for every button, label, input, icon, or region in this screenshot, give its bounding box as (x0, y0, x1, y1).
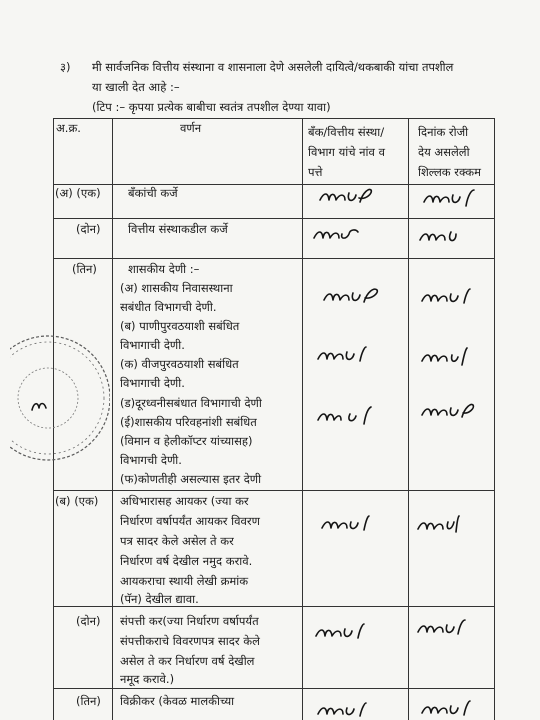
row-description-line: विभागची देणी. (120, 453, 182, 467)
handwritten-entry (316, 700, 368, 720)
row-description-line: सबंधीत विभागची देणी. (120, 300, 217, 314)
table-col-rule (112, 118, 113, 720)
table-col-rule (408, 118, 409, 720)
row-description-line: (फ)कोणतीही असल्यास इतर देणी (120, 472, 262, 486)
header-amount-line: देय असलेली (418, 145, 470, 159)
row-description-line: (विमान व हेलीकॉप्टर यांच्यासह) (120, 434, 253, 448)
row-description-line: निर्धारण वर्षापर्यंत आयकर विवरण (120, 514, 260, 528)
handwritten-entry (312, 222, 360, 246)
handwritten-entry (420, 285, 472, 309)
handwritten-entry (420, 398, 476, 424)
handwritten-entry (416, 512, 460, 538)
table-rule (53, 218, 495, 219)
header-amount-line: शिल्लक रक्कम (418, 165, 481, 179)
handwritten-entry (322, 283, 382, 309)
header-description: वर्णन (180, 121, 202, 135)
row-serial: (अ) (एक) (55, 186, 101, 200)
table-rule (53, 258, 495, 259)
row-description-line: संपत्तीकराचे विवरणपत्र सादर केले (120, 634, 260, 648)
row-description-line: बँकांची कर्जे (128, 186, 178, 200)
row-description-line: (अ) शासकीय निवासस्थाना (120, 281, 233, 295)
margin-mark (30, 398, 50, 414)
table-rule (53, 688, 495, 689)
row-description-line: अधिभारासह आयकर (ज्या कर (120, 494, 249, 508)
handwritten-entry (318, 184, 376, 208)
row-description-line: शासकीय देणी :– (128, 262, 200, 276)
handwritten-entry (420, 345, 468, 371)
header-institution-line: पत्ते (308, 165, 323, 179)
handwritten-entry (422, 186, 478, 210)
row-description-line: विभागाची देणी. (120, 338, 185, 352)
table-rule (53, 118, 495, 119)
row-serial: (तिन) (76, 694, 101, 708)
header-institution-line: विभाग यांचे नांव व (308, 145, 385, 159)
header-amount-line: दिनांक रोजी (418, 125, 469, 139)
row-description-line: नमूद करावे.) (120, 672, 175, 686)
row-description-line: आयकराचा स्थायी लेखी क्रमांक (120, 574, 249, 588)
row-description-line: (ब) पाणीपुरवठयाशी सबंधित (120, 319, 240, 333)
handwritten-entry (420, 698, 472, 720)
intro-note: (टिप :– कृपया प्रत्येक बाबीचा स्वतंत्र तपशील देण्या यावा) (92, 100, 331, 114)
row-description-line: विक्रीकर (केवळ मालकीच्या (120, 694, 235, 708)
row-description-line: निर्धारण वर्ष देखील नमुद करावे. (120, 554, 253, 568)
handwritten-entry (316, 404, 374, 430)
handwritten-entry (416, 616, 466, 640)
official-seal (10, 318, 110, 478)
handwritten-entry (316, 343, 368, 367)
table-rule (53, 184, 495, 185)
section-number: ३) (60, 60, 71, 74)
row-serial: (दोन) (76, 222, 101, 236)
row-description-line: पत्र सादर केले असेल ते कर (120, 534, 234, 548)
handwritten-entry (418, 224, 460, 248)
intro-line-2: या खाली देत आहे :– (92, 80, 180, 94)
table-rule (53, 490, 495, 491)
intro-line-1: मी सार्वजनिक वित्तीय संस्थाना व शासनाला देणे असलेली दायित्वे/थकबाकी यांचा तपशील (92, 60, 454, 74)
row-description-line: (ड)दूरध्वनीसबंधात विभागाची देणी (120, 396, 262, 410)
row-description-line: वित्तीय संस्थाकडील कर्जे (128, 222, 228, 236)
handwritten-entry (314, 620, 366, 644)
handwritten-entry (320, 512, 370, 536)
row-serial: (दोन) (76, 614, 101, 628)
row-description-line: (ई)शासकीय परिवहनांशी सबंधित (120, 415, 257, 429)
table-rule (53, 606, 495, 607)
row-description-line: विभागाची देणी. (120, 376, 185, 390)
row-serial: (ब) (एक) (55, 494, 99, 508)
header-institution-line: बँक/वित्तीय संस्था/ (308, 125, 385, 139)
header-serial: अ.क्र. (56, 121, 81, 135)
row-description-line: (पॅन) देखील द्यावा. (120, 592, 199, 606)
row-description-line: असेल ते कर निर्धारण वर्ष देखील (120, 654, 255, 668)
row-description-line: (क) वीजपुरवठयाशी सबंधित (120, 357, 239, 371)
table-col-rule (494, 118, 495, 720)
table-col-rule (302, 118, 303, 720)
row-description-line: संपत्ती कर(ज्या निर्धारण वर्षापर्यंत (120, 614, 259, 628)
row-serial: (तिन) (72, 262, 97, 276)
